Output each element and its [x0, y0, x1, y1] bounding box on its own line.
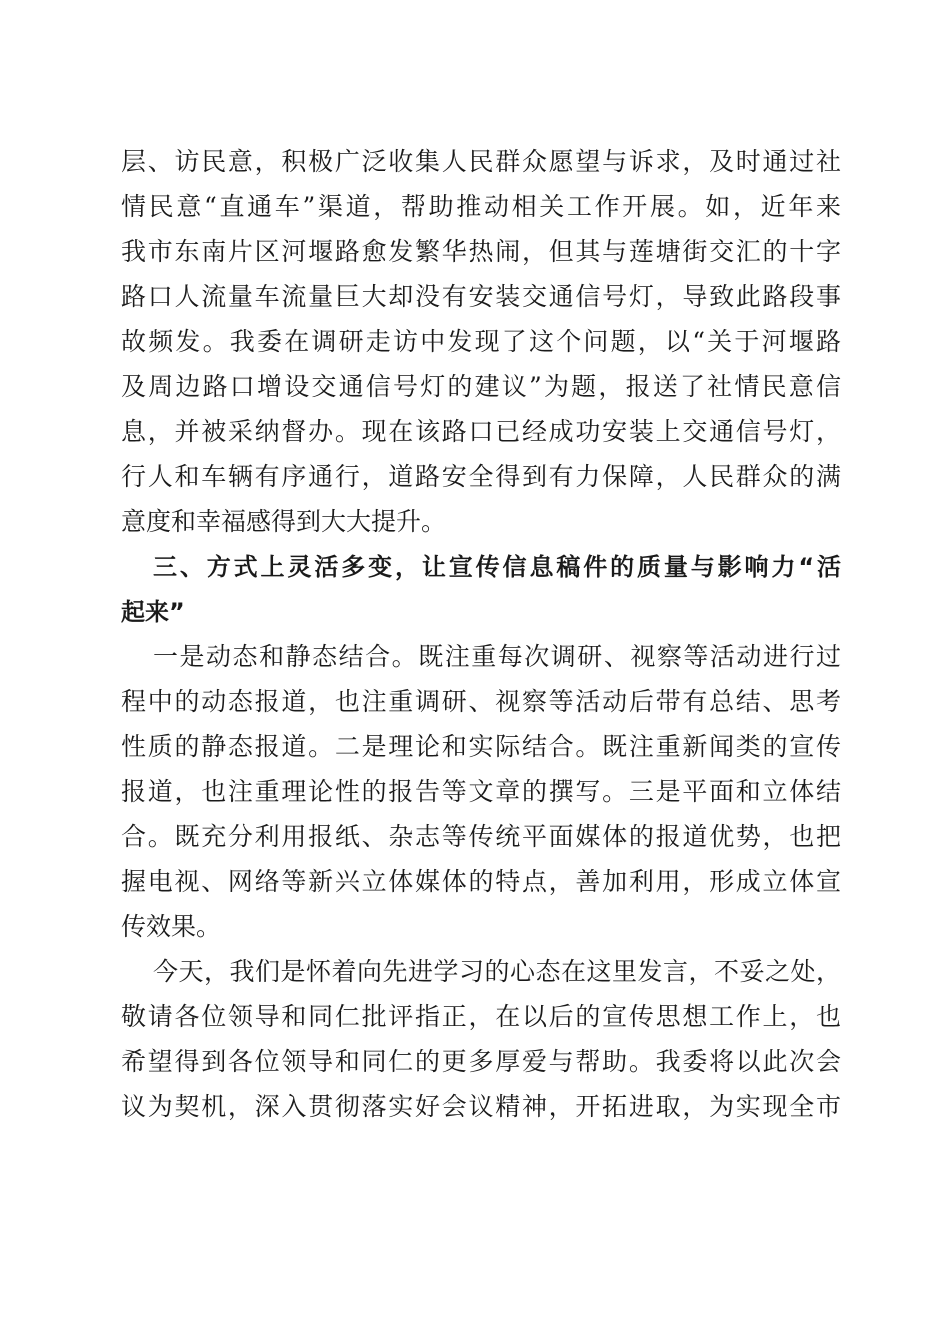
- text-line: 行人和车辆有序通行，道路安全得到有力保障，人民群众的满: [121, 462, 841, 491]
- text-line: 今天，我们是怀着向先进学习的心态在这里发言，不妥之处，: [153, 957, 841, 986]
- text-line: 情民意“直通车”渠道，帮助推动相关工作开展。如，近年来: [121, 192, 841, 221]
- text-line: 议为契机，深入贯彻落实好会议精神，开拓进取，为实现全市: [121, 1092, 841, 1121]
- text-line: 及周边路口增设交通信号灯的建议”为题，报送了社情民意信: [121, 372, 841, 401]
- text-line: 程中的动态报道，也注重调研、视察等活动后带有总结、思考: [121, 687, 841, 716]
- text-line: 性质的静态报道。二是理论和实际结合。既注重新闻类的宣传: [121, 732, 841, 761]
- text-line: 意度和幸福感得到大大提升。: [121, 507, 447, 536]
- text-line: 报道，也注重理论性的报告等文章的撰写。三是平面和立体结: [121, 777, 841, 806]
- text-line: 路口人流量车流量巨大却没有安装交通信号灯，导致此路段事: [121, 282, 841, 311]
- heading-line: 起来”: [121, 598, 185, 626]
- text-line: 希望得到各位领导和同仁的更多厚爱与帮助。我委将以此次会: [121, 1047, 841, 1076]
- text-line: 我市东南片区河堰路愈发繁华热闹，但其与莲塘街交汇的十字: [121, 237, 841, 266]
- text-line: 合。既充分利用报纸、杂志等传统平面媒体的报道优势，也把: [121, 822, 841, 851]
- text-line: 息，并被采纳督办。现在该路口已经成功安装上交通信号灯，: [121, 417, 841, 446]
- text-line: 一是动态和静态结合。既注重每次调研、视察等活动进行过: [153, 642, 841, 671]
- text-line: 故频发。我委在调研走访中发现了这个问题，以“关于河堰路: [121, 327, 841, 356]
- heading-line: 三、方式上灵活多变，让宣传信息稿件的质量与影响力“活: [153, 553, 841, 581]
- text-line: 层、访民意，积极广泛收集人民群众愿望与诉求，及时通过社: [121, 147, 841, 176]
- text-line: 敬请各位领导和同仁批评指正，在以后的宣传思想工作上，也: [121, 1002, 841, 1031]
- text-line: 传效果。: [121, 912, 222, 941]
- text-line: 握电视、网络等新兴立体媒体的特点，善加利用，形成立体宣: [121, 867, 841, 896]
